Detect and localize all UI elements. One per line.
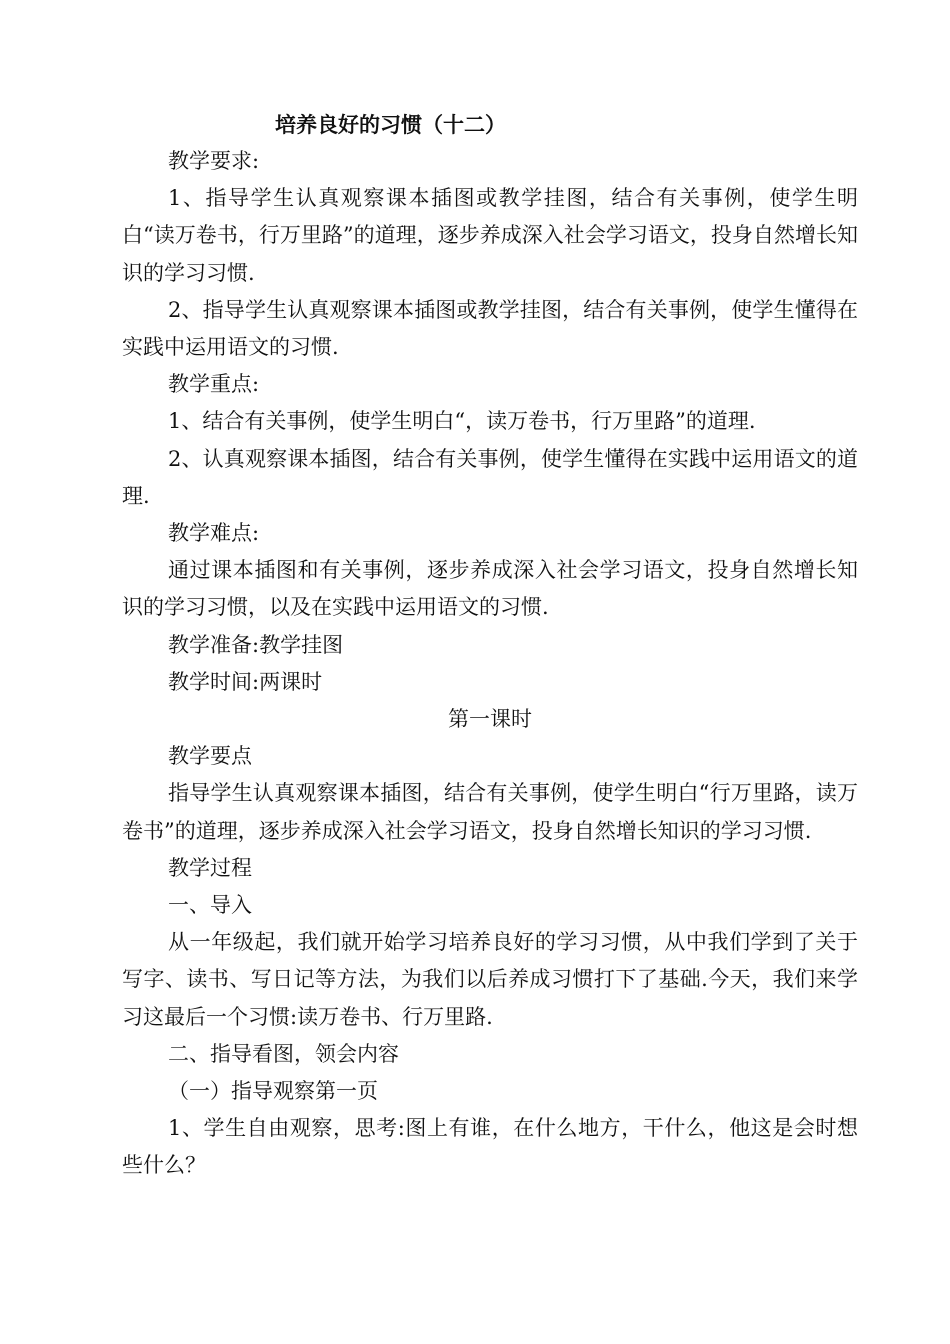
paragraph: 指导学生认真观察课本插图，结合有关事例，使学生明白“行万里路，读万卷书”的道理，逐步养成深入社会学习语文，投身自然增长知识的学习习惯. [122, 781, 858, 843]
section-heading-lesson-points: 教学要点 [168, 744, 252, 769]
paragraph: 2、指导学生认真观察课本插图或教学挂图，结合有关事例，使学生懂得在实践中运用语文的习惯. [122, 297, 858, 360]
paragraph: 1、结合有关事例，使学生明白“，读万卷书，行万里路”的道理. [168, 409, 756, 434]
step-heading: 二、指导看图，领会内容 [168, 1041, 399, 1066]
sub-step-heading: （一）指导观察第一页 [168, 1079, 378, 1104]
paragraph: 2、认真观察课本插图，结合有关事例，使学生懂得在实践中运用语文的道理. [122, 446, 858, 508]
section-heading-difficulties: 教学难点: [168, 521, 260, 546]
lesson-heading: 第一课时 [448, 707, 532, 732]
section-heading-process: 教学过程 [168, 855, 252, 880]
section-heading-key-points: 教学重点: [168, 372, 260, 397]
time-line: 教学时间:两课时 [168, 669, 323, 694]
section-heading-requirements: 教学要求: [168, 149, 260, 173]
paragraph: 1、学生自由观察，思考:图上有谁，在什么地方，干什么，他这是会时想些什么？ [122, 1116, 858, 1178]
paragraph: 从一年级起，我们就开始学习培养良好的学习习惯，从中我们学到了关于写字、读书、写日记等方法，为我们以后养成习惯打下了基础.今天，我们来学习这最后一个习惯:读万卷书、行万里路. [122, 930, 858, 1029]
document-title: 培养良好的习惯（十二） [275, 112, 506, 137]
preparation-line: 教学准备:教学挂图 [168, 632, 344, 657]
step-heading: 一、导入 [168, 893, 252, 918]
paragraph: 通过课本插图和有关事例，逐步养成深入社会学习语文，投身自然增长知识的学习习惯，以及在实践中运用语文的习惯. [122, 558, 858, 620]
document-body [122, 143, 858, 1185]
paragraph: 1、指导学生认真观察课本插图或教学挂图，结合有关事例，使学生明白“读万卷书，行万里路”的道理，逐步养成深入社会学习语文，投身自然增长知识的学习习惯. [122, 186, 858, 285]
